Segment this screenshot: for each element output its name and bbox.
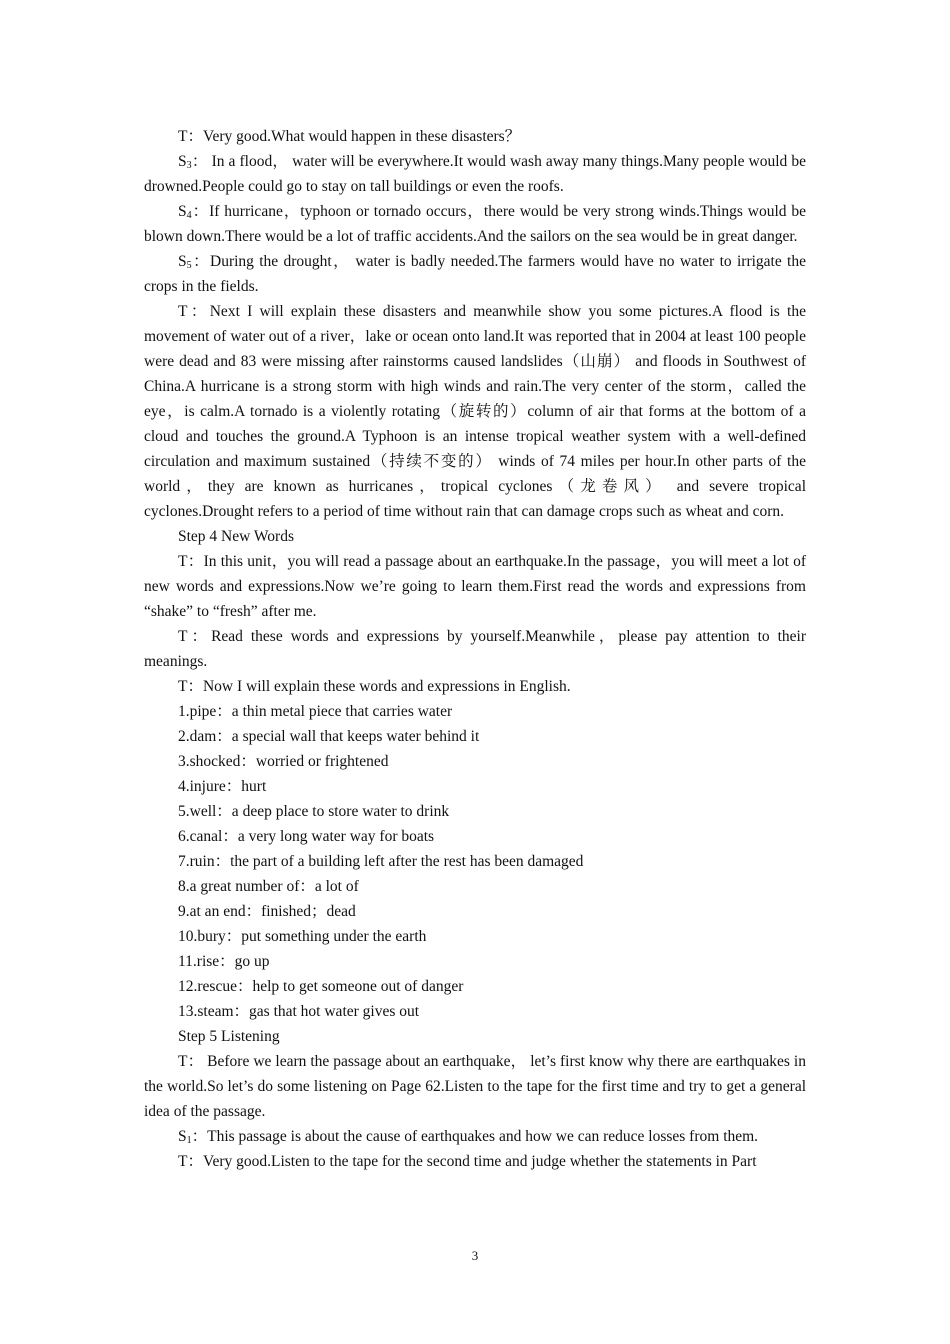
paragraph: T：Next I will explain these disasters and meanwhile show you some pictures.A flood is the movement of water out of a river，lake or ocean onto land.It was reported that in 2004 at least 100 people were dead and 83 were missing after rainstorms caused landslides（山崩） and floods in Southwest of China.A hurricane is a strong storm with high winds and rain.The very center of the storm，called the eye，is calm.A tornado is a violently rotating（旋转的）column of air that forms at the bottom of a cloud and touches the ground.A Typhoon is an intense tropical weather system with a well-defined circulation and maximum sustained（持续不变的） winds of 74 miles per hour.In other parts of the world，they are known as hurricanes，tropical cyclones（龙卷风） and severe tropical cyclones.Drought refers to a period of time without rain that can damage crops such as wheat and corn. [144, 303, 806, 520]
step-heading: Step 5 Listening [178, 1028, 280, 1045]
paragraph: $S_3$： In a flood， water will be everywhere.It would wash away many things.Many people would be drowned.People could go to stay on tall buildings or even the roofs. [144, 153, 806, 195]
paragraph: $S_5$：During the drought， water is badly needed.The farmers would have no water to irrigate the crops in the fields. [144, 253, 806, 295]
paragraph: T： Before we learn the passage about an earthquake， let’s first know why there are earthquakes in the world.So let’s do some listening on Page 62.Listen to the tape for the first time and try to get a general idea of the passage. [144, 1053, 806, 1120]
paragraph: $S_1$：This passage is about the cause of earthquakes and how we can reduce losses from them. [178, 1128, 759, 1146]
vocab-list [144, 699, 806, 1024]
paragraph: T：Now I will explain these words and expressions in English. [178, 678, 571, 695]
vocab-item: 5.well：a deep place to store water to drink [178, 803, 450, 820]
vocab-item: 4.injure：hurt [178, 778, 267, 795]
page-number: 3 [471, 1248, 479, 1263]
paragraph: T：In this unit，you will read a passage about an earthquake.In the passage，you will meet a lot of new words and expressions.Now we’re going to learn them.First read the words and expressions from “shake” to “fresh” after me. [144, 553, 806, 620]
vocab-item: 1.pipe：a thin metal piece that carries water [178, 703, 453, 720]
vocab-item: 9.at an end：finished；dead [178, 903, 356, 920]
vocab-item: 11.rise：go up [178, 953, 270, 970]
paragraph: $S_4$：If hurricane，typhoon or tornado occurs，there would be very strong winds.Things would be blown down.There would be a lot of traffic accidents.And the sailors on the sea would be in great danger. [144, 203, 806, 245]
vocab-item: 3.shocked：worried or frightened [178, 753, 389, 770]
vocab-item: 10.bury：put something under the earth [178, 928, 427, 945]
paragraphs-block-2 [144, 1024, 806, 1174]
vocab-item: 7.ruin：the part of a building left after the rest has been damaged [178, 853, 584, 870]
vocab-item: 8.a great number of：a lot of [178, 878, 359, 895]
vocab-item: 6.canal：a very long water way for boats [178, 828, 435, 845]
paragraph: T：Very good.Listen to the tape for the second time and judge whether the statements in Part [178, 1153, 757, 1170]
step-heading: Step 4 New Words [178, 528, 295, 545]
document-body [144, 124, 806, 1174]
paragraph: T：Very good.What would happen in these disasters？ [178, 128, 521, 145]
vocab-item: 2.dam：a special wall that keeps water behind it [178, 728, 480, 745]
vocab-item: 12.rescue：help to get someone out of danger [178, 978, 464, 995]
paragraphs-block-1 [144, 124, 806, 699]
vocab-item: 13.steam：gas that hot water gives out [178, 1003, 420, 1020]
paragraph: T：Read these words and expressions by yourself.Meanwhile，please pay attention to their meanings. [144, 628, 806, 670]
